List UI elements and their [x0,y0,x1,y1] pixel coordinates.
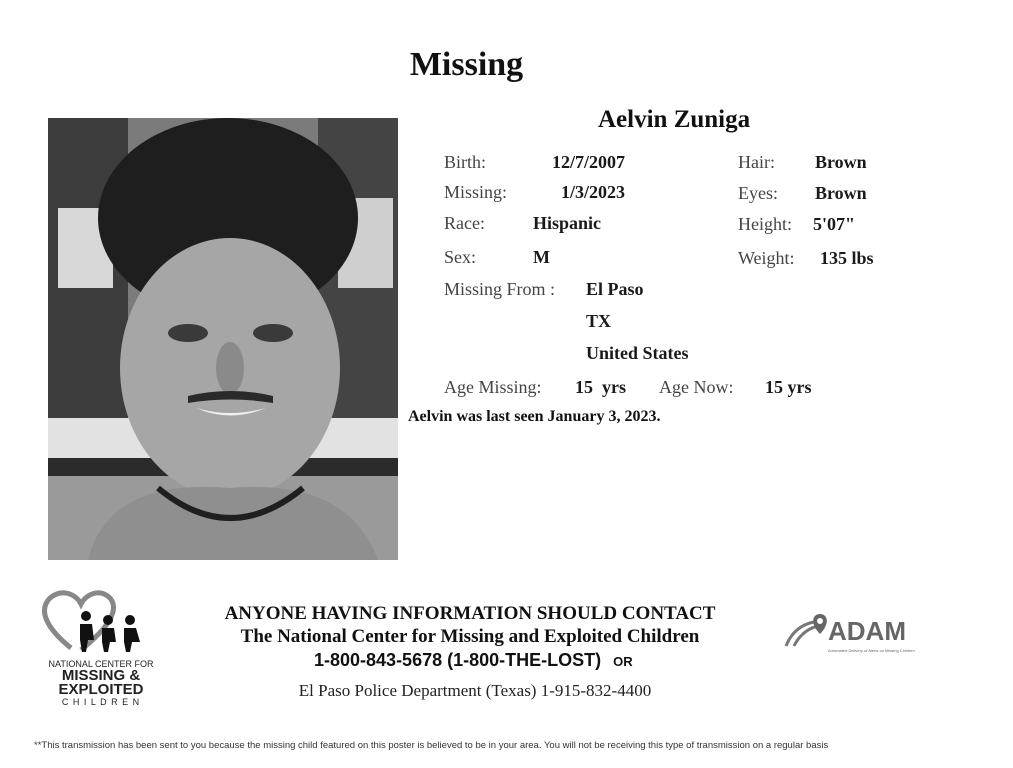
missing-from-state: TX [586,311,612,331]
missing-date-label: Missing: [444,182,508,202]
hair-value: Brown [815,152,867,172]
footnote: **This transmission has been sent to you because the missing child featured on this poster is believed to be in your area. You will not be receiving this type of transmission on a regular basis [34,740,829,751]
missing-from-country: United States [586,343,689,363]
contact-org: The National Center for Missing and Exploited Children [240,626,700,647]
hair-label: Hair: [738,152,775,172]
adam-text: ADAM [828,616,906,646]
eyes-label: Eyes: [738,183,778,203]
weight-label: Weight: [738,248,795,268]
missing-date-value: 1/3/2023 [561,182,626,202]
adam-tagline: Automated Delivery of Alerts on Missing Children [828,648,915,653]
height-value: 5'07" [813,214,855,234]
weight-value: 135 lbs [820,248,874,268]
missing-from-city: El Paso [586,279,644,299]
adam-logo [784,612,924,662]
eyes-value: Brown [815,183,867,203]
child-photo [48,118,398,560]
age-missing-value: 15 yrs [575,377,626,397]
birth-value: 12/7/2007 [552,152,626,172]
birth-label: Birth: [444,152,487,172]
ncmec-line2: MISSING & [61,667,141,684]
contact-or: OR [613,654,633,669]
last-seen-text: Aelvin was last seen January 3, 2023. [408,408,661,425]
contact-heading: ANYONE HAVING INFORMATION SHOULD CONTACT [224,603,716,624]
police-contact: El Paso Police Department (Texas) 1-915-832-4400 [298,681,652,700]
ncmec-line1: NATIONAL CENTER FOR [48,659,154,669]
missing-from-label: Missing From : [444,279,556,299]
contact-phone: 1-800-843-5678 (1-800-THE-LOST) [314,650,602,670]
age-now-label: Age Now: [659,377,734,397]
poster-title: Missing [409,46,524,83]
race-value: Hispanic [533,213,602,233]
ncmec-line4: C H I L D R E N [61,697,141,707]
age-now-value: 15 yrs [765,377,812,397]
ncmec-line3: EXPLOITED [58,681,144,698]
race-label: Race: [444,213,485,233]
child-name: Aelvin Zuniga [598,106,751,133]
age-missing-label: Age Missing: [444,377,542,397]
sex-value: M [533,247,550,267]
sex-label: Sex: [444,247,477,267]
contact-phone-row [314,650,633,671]
height-label: Height: [738,214,792,234]
